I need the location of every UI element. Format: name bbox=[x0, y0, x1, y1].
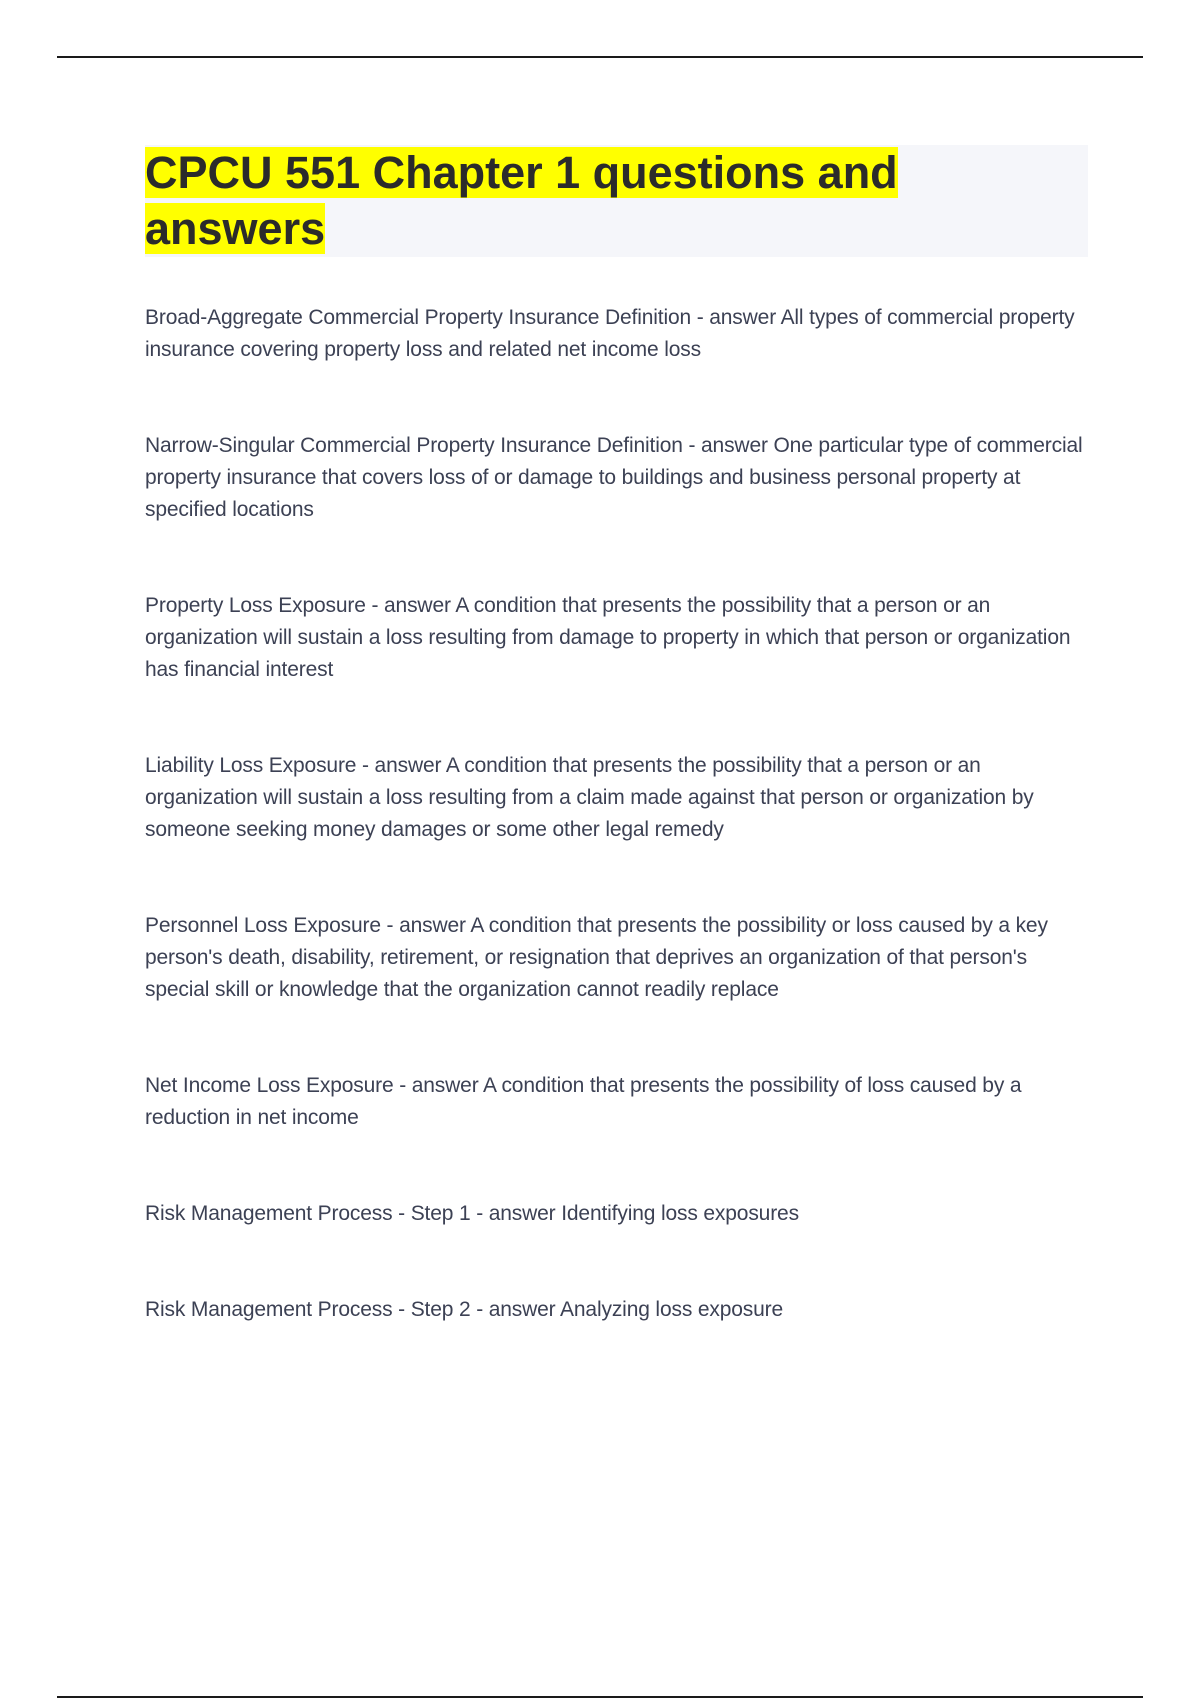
qa-entry: Narrow-Singular Commercial Property Insurance Definition - answer One particular type of commercial property insurance that covers loss of or damage to buildings and business personal property at specified locations bbox=[145, 434, 1083, 521]
header-rule bbox=[57, 56, 1143, 58]
title-block bbox=[145, 145, 1088, 257]
qa-entry: Property Loss Exposure - answer A condition that presents the possibility that a person or an organization will sustain a loss resulting from damage to property in which that person or organization has financial interest bbox=[145, 594, 1071, 681]
qa-list bbox=[145, 302, 1095, 1326]
title-highlight: CPCU 551 Chapter 1 questions and answers bbox=[145, 147, 898, 254]
qa-entry: Personnel Loss Exposure - answer A condition that presents the possibility or loss caused by a key person's death, disability, retirement, or resignation that deprives an organization of that person's special skill or knowledge that the organization cannot readily replace bbox=[145, 914, 1048, 1001]
footer-rule bbox=[57, 1696, 1143, 1698]
qa-entry: Net Income Loss Exposure - answer A condition that presents the possibility of loss caused by a reduction in net income bbox=[145, 1074, 1022, 1129]
qa-entry: Risk Management Process - Step 1 - answer Identifying loss exposures bbox=[145, 1202, 799, 1225]
qa-entry: Broad-Aggregate Commercial Property Insurance Definition - answer All types of commercial property insurance covering property loss and related net income loss bbox=[145, 306, 1075, 361]
qa-entry: Liability Loss Exposure - answer A condition that presents the possibility that a person or an organization will sustain a loss resulting from a claim made against that person or organization by someone seeking money damages or some other legal remedy bbox=[145, 754, 1034, 841]
qa-entry: Risk Management Process - Step 2 - answer Analyzing loss exposure bbox=[145, 1298, 784, 1321]
document-title bbox=[145, 145, 1088, 257]
